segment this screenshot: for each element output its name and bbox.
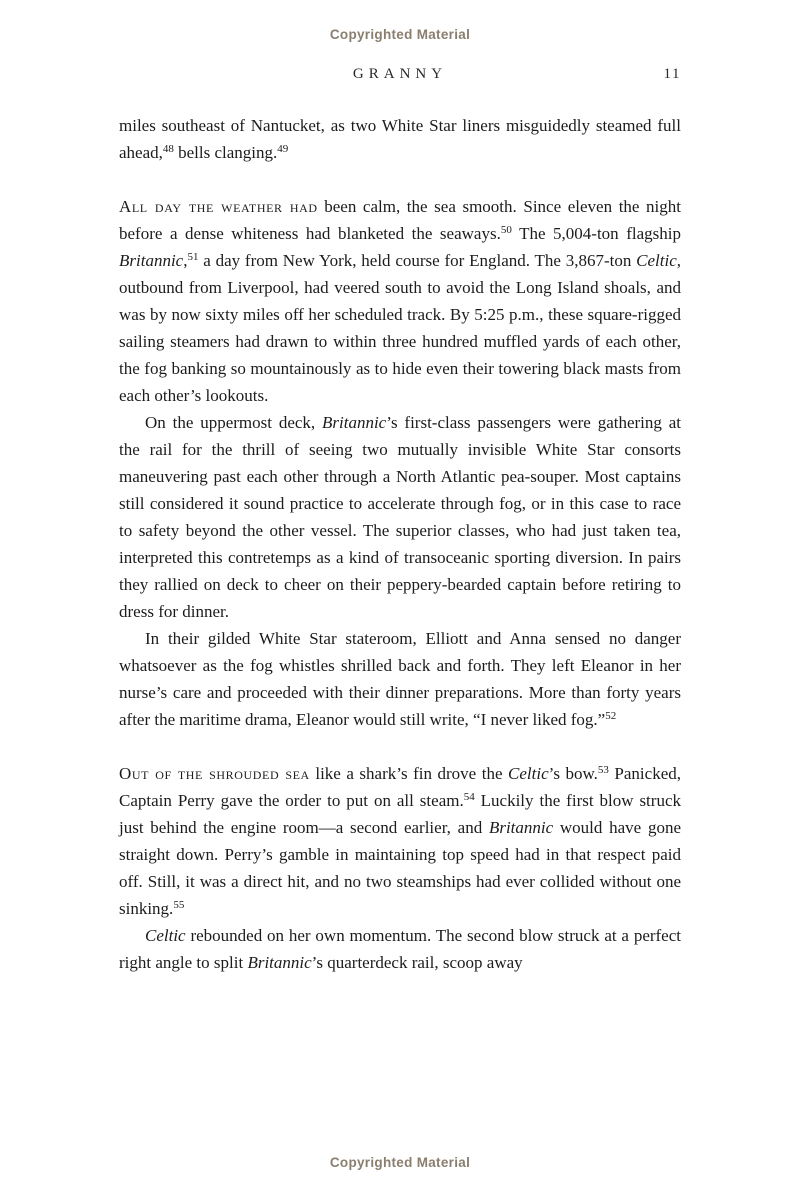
text-run: a day from New York, held course for England. The 3,867-ton [198, 251, 637, 270]
text-run: like a shark’s fin drove the [309, 764, 509, 783]
text-run: , [183, 251, 188, 270]
text-run: Britannic [488, 818, 554, 837]
text-run: The 5,004-ton flagship [511, 224, 681, 243]
paragraph [119, 760, 681, 922]
text-run: Celtic [508, 764, 549, 783]
text-run: would have gone straight down. Perry’s gamble in maintaining top speed had in that respect paid off. Still, it was a direct hit, and no two steamships had ever collided without one sinking. [119, 818, 681, 918]
paragraph [119, 625, 681, 733]
text-run: 55 [173, 899, 185, 911]
text-run: All day the weather had [119, 197, 318, 216]
text-run: 52 [605, 710, 617, 722]
text-run: 51 [187, 251, 199, 263]
page-number: 11 [663, 66, 681, 82]
paragraph [119, 922, 681, 976]
text-run: Luckily the first blow struck just behind the engine room—a second earlier, and [119, 791, 681, 837]
text-run: 49 [277, 143, 289, 155]
text-run: 54 [463, 791, 475, 803]
text-run: Celtic [636, 251, 677, 270]
copyright-notice-bottom: Copyrighted Material [329, 1155, 471, 1170]
text-run: Out of the shrouded sea [119, 764, 310, 783]
text-run: been calm, the sea smooth. Since eleven the night before a dense whiteness had blanketed the seaways. [119, 197, 681, 243]
running-title: GRANNY [352, 66, 448, 82]
text-run: ’s first-class passengers were gathering at the rail for the thrill of seeing two mutually invisible White Star consorts maneuvering past each other through a North Atlantic pea-souper. Most captains still considered it sound practice to accelerate through fog, or in this case to race to safety beyond the other vessel. The superior classes, who had just taken tea, interpreted this contretemps as a kind of transoceanic sporting diversion. In pairs they rallied on deck to cheer on their peppery-bearded captain before retiring to dress for dinner. [119, 413, 681, 621]
text-run: Britannic [322, 413, 387, 432]
text-run: , outbound from Liverpool, had veered south to avoid the Long Island shoals, and was by now sixty miles off her scheduled track. By 5:25 p.m., these square-rigged sailing steamers had drawn to within three hundred muffled yards of each other, the fog banking so mountainously as to hide even their towering black masts from each other’s lookouts. [119, 251, 681, 405]
paragraph [119, 193, 681, 409]
text-run: In their gilded White Star stateroom, Elliott and Anna sensed no danger whatsoever as the fog whistles shrilled back and forth. They left Eleanor in her nurse’s care and proceeded with their dinner preparations. More than forty years after the maritime drama, Eleanor would still write, “I never liked fog.” [119, 629, 681, 729]
text-run: rebounded on her own momentum. The second blow struck at a perfect right angle to split [119, 926, 681, 972]
text-run: bells clanging. [173, 143, 278, 162]
text-run: ’s bow. [548, 764, 598, 783]
text-run: Celtic [145, 926, 186, 945]
copyright-notice-top: Copyrighted Material [329, 27, 471, 42]
text-run: On the uppermost deck, [145, 413, 323, 432]
text-run: 48 [162, 143, 174, 155]
text-run: Britannic [247, 953, 312, 972]
paragraph [119, 409, 681, 625]
text-run: miles southeast of Nantucket, as two White Star liners misguidedly steamed full ahead, [119, 116, 681, 162]
page-header [119, 66, 681, 86]
paragraph [119, 112, 681, 166]
text-run: Britannic [119, 251, 184, 270]
text-run: 50 [500, 224, 512, 236]
body-text [119, 112, 681, 976]
text-run: 53 [597, 764, 609, 776]
text-run: Panicked, Captain Perry gave the order to put on all steam. [119, 764, 681, 810]
text-run: ’s quarterdeck rail, scoop away [311, 953, 523, 972]
